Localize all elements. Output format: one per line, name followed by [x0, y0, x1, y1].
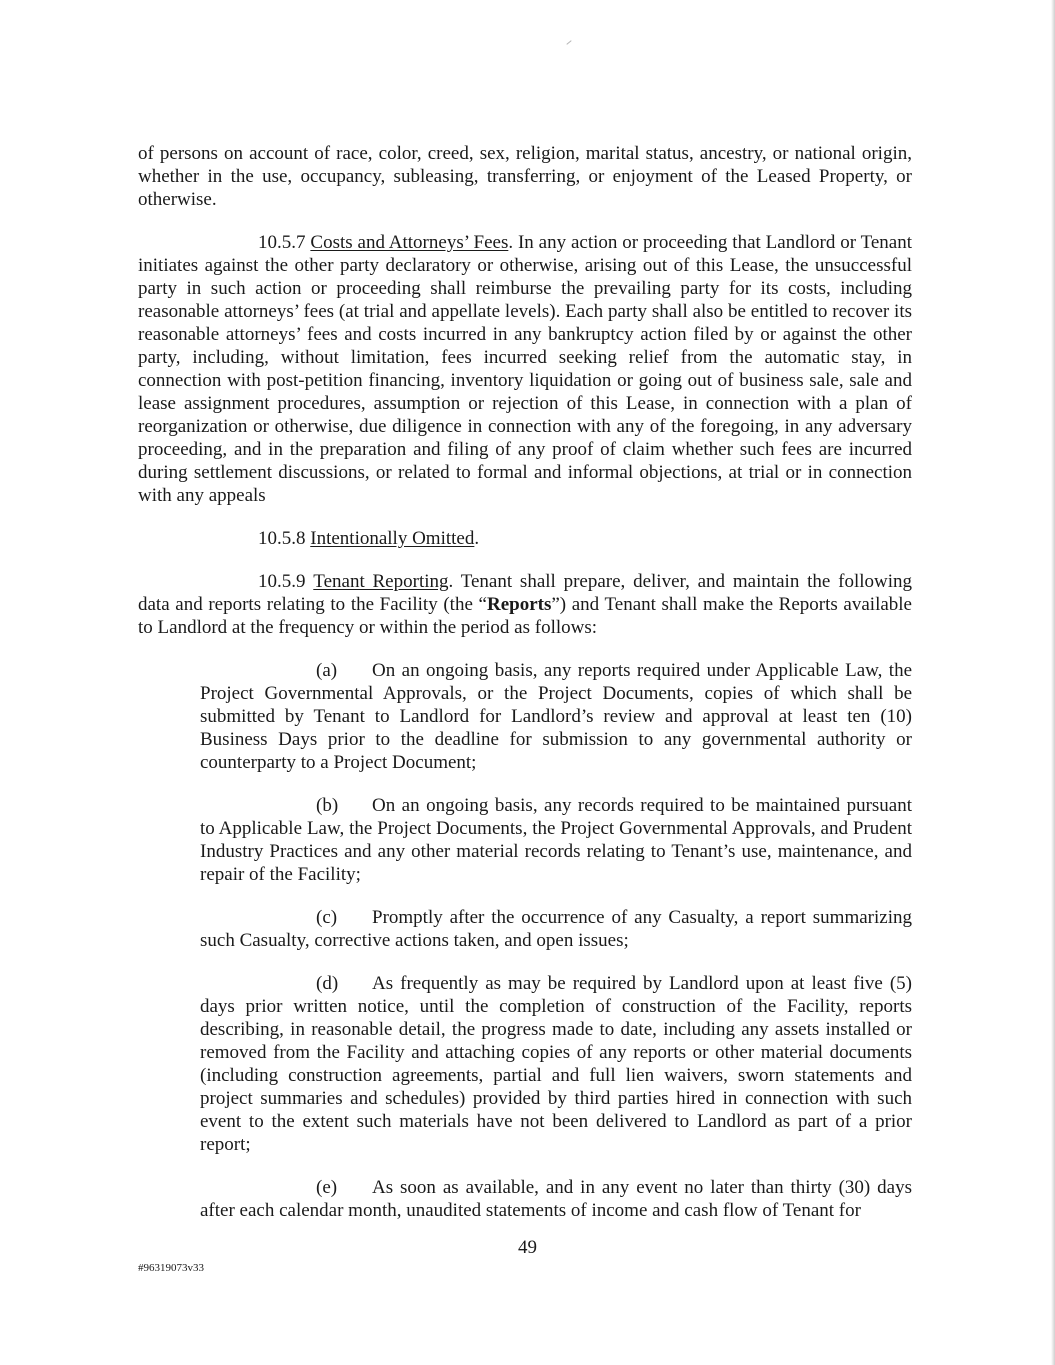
- document-body: [138, 142, 912, 1242]
- item-text: As frequently as may be required by Landlord upon at least five (5) days prior written notice, until the completion of construction of the Facility, reports describing, in reasonable detail, the progress made to date, including any assets installed or removed from the Facility and attaching copies of any reports or other material documents (including construction agreements, partial and full lien waivers, sworn statements and project summaries and schedules) provided by third parties hired in connection with such event to the extent such materials have not been delivered to Landlord as part of a prior report;: [200, 973, 912, 1155]
- item-label: (c): [316, 907, 338, 928]
- item-text: Promptly after the occurrence of any Casualty, a report summarizing such Casualty, corrective actions taken, and open issues;: [200, 907, 912, 951]
- continuation-text: of persons on account of race, color, creed, sex, religion, marital status, ancestry, or national origin, whether in the use, occupancy, subleasing, transferring, or enjoyment of the Leased Property, or otherwise.: [138, 143, 912, 210]
- item-label: (d): [316, 973, 339, 994]
- list-item-e: [200, 1176, 912, 1222]
- page-number: 49: [518, 1237, 537, 1258]
- scan-artifact: [566, 40, 571, 45]
- section-title: Tenant Reporting: [313, 571, 449, 592]
- list-item-a: [200, 659, 912, 774]
- section-number: 10.5.8: [258, 528, 306, 549]
- list-item-b: [200, 794, 912, 886]
- document-id: #96319073v33: [138, 1262, 204, 1274]
- defined-term: Reports: [486, 594, 552, 615]
- list-item-d: [200, 972, 912, 1156]
- section-text: ”) and Tenant shall make the Reports available to Landlord at the frequency or within the period as follows:: [138, 594, 912, 638]
- item-label: (a): [316, 660, 338, 681]
- section-number: 10.5.7: [258, 232, 306, 253]
- continuation-paragraph: [138, 142, 912, 211]
- item-text: On an ongoing basis, any records required to be maintained pursuant to Applicable Law, the Project Documents, the Project Governmental Approvals, and Prudent Industry Practices and any other material records relating to Tenant’s use, maintenance, and repair of the Facility;: [200, 795, 912, 885]
- section-text: Tenant shall prepare, deliver, and maintain the following data and reports relating to the Facility (the “: [138, 571, 913, 615]
- list-item-c: [200, 906, 912, 952]
- item-label: (e): [316, 1177, 338, 1198]
- section-10-5-8: 10.5.8 Intentionally Omitted.: [258, 528, 480, 549]
- section-title: Intentionally Omitted: [310, 528, 475, 549]
- item-label: (b): [316, 795, 339, 816]
- item-text: As soon as available, and in any event no later than thirty (30) days after each calendar month, unaudited statements of income and cash flow of Tenant for: [200, 1177, 912, 1221]
- section-number: 10.5.9: [258, 571, 306, 592]
- item-text: On an ongoing basis, any reports required under Applicable Law, the Project Governmental Approvals, or the Project Documents, copies of which shall be submitted by Tenant to Landlord for Landlord’s review and approval at least ten (10) Business Days prior to the deadline for submission to any governmental authority or counterparty to a Project Document;: [200, 660, 912, 773]
- section-10-5-9: 10.5.9 Tenant Reporting. Tenant shall prepare, deliver, and maintain the following data and reports relating to the Facility (the “Reports”) and Tenant shall make the Reports available to Landlord at the frequency or within the period as follows:: [138, 571, 913, 638]
- section-title: Costs and Attorneys’ Fees: [310, 232, 509, 253]
- section-text: In any action or proceeding that Landlord or Tenant initiates against the other party declaratory or otherwise, arising out of this Lease, the unsuccessful party in such action or proceeding shall reimburse the prevailing party for its costs, including reasonable attorneys’ fees (at trial and appellate levels). Each party shall also be entitled to recover its reasonable attorneys’ fees and costs incurred in any bankruptcy action filed by or against the other party, including, without limitation, fees incurred seeking relief from the automatic stay, in connection with post-petition financing, inventory liquidation or going out of business sale, sale and lease assignment procedures, assumption or rejection of this Lease, in connection with a plan of reorganization or otherwise, due diligence in connection with any of the foregoing, in any adversary proceeding, and in the preparation and filing of any proof of claim whether such fees are incurred during settlement discussions, or related to formal and informal objections, at trial or in connection with any appeals: [138, 232, 912, 506]
- section-10-5-7: 10.5.7 Costs and Attorneys’ Fees. In any action or proceeding that Landlord or Tenant initiates against the other party declaratory or otherwise, arising out of this Lease, the unsuccessful party in such action or proceeding shall reimburse the prevailing party for its costs, including reasonable attorneys’ fees (at trial and appellate levels). Each party shall also be entitled to recover its reasonable attorneys’ fees and costs incurred in any bankruptcy action filed by or against the other party, including, without limitation, fees incurred seeking relief from the automatic stay, in connection with post-petition financing, inventory liquidation or going out of business sale, sale and lease assignment procedures, assumption or rejection of this Lease, in connection with a plan of reorganization or otherwise, due diligence in connection with any of the foregoing, in any adversary proceeding, and in the preparation and filing of any proof of claim whether such fees are incurred during settlement discussions, or related to formal and informal objections, at trial or in connection with any appeals: [138, 232, 912, 506]
- page-edge-shadow: [1051, 0, 1055, 1365]
